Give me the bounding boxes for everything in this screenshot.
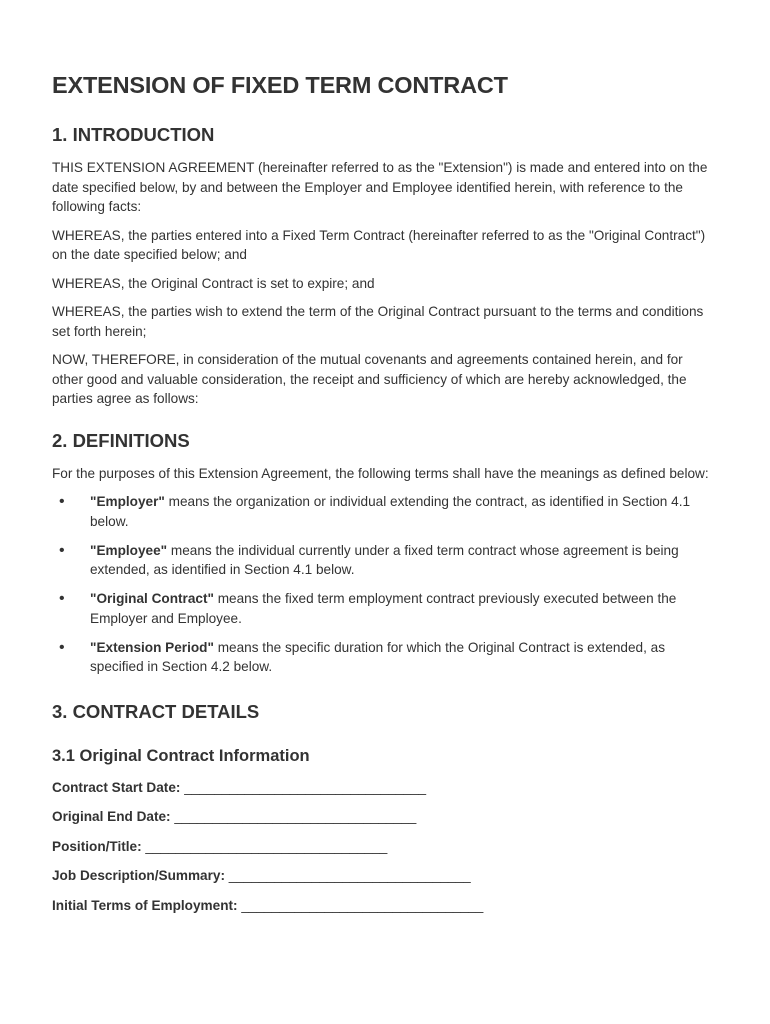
definition-item (52, 492, 716, 531)
bullet-icon: • (59, 493, 65, 510)
definitions-lead: For the purposes of this Extension Agreement, the following terms shall have the meanings as defined below: (52, 465, 709, 481)
definition-term: "Original Contract" (90, 591, 214, 606)
field-blank-line[interactable]: ________________________________ (184, 779, 427, 795)
field-label: Initial Terms of Employment: (52, 897, 238, 913)
definition-text: means the organization or individual extending the contract, as identified in Section 4.1 below. (90, 494, 691, 529)
definition-term: "Employee" (90, 542, 168, 558)
intro-paragraph: WHEREAS, the Original Contract is set to expire; and (52, 275, 375, 291)
field-label: Job Description/Summary: (52, 868, 225, 883)
intro-paragraph: NOW, THEREFORE, in consideration of the mutual covenants and agreements contained herein, and for other good and valuable consideration, the receipt and sufficiency of which are hereby acknowledged, the parties agree as follows: (52, 352, 687, 406)
field-blank-line[interactable]: ________________________________ (241, 897, 484, 913)
field-blank-line[interactable]: ________________________________ (228, 868, 471, 883)
definition-term: "Employer" (90, 494, 165, 509)
field-original-end-date (52, 807, 716, 826)
subsection-heading-original-contract: 3.1 Original Contract Information (52, 746, 310, 765)
document-title: EXTENSION OF FIXED TERM CONTRACT (52, 72, 508, 98)
intro-paragraph: WHEREAS, the parties wish to extend the term of the Original Contract pursuant to the terms and conditions set forth herein; (52, 304, 704, 339)
field-label: Position/Title: (52, 838, 142, 854)
field-label: Contract Start Date: (52, 779, 181, 795)
definition-term: "Extension Period" (90, 639, 214, 655)
field-job-description (52, 866, 716, 885)
bullet-icon: • (59, 541, 65, 559)
intro-paragraph: WHEREAS, the parties entered into a Fixed Term Contract (hereinafter referred to as the "Original Contract") on the date specified below; and (52, 227, 706, 262)
section-heading-definitions: 2. DEFINITIONS (52, 429, 190, 451)
field-initial-terms (52, 896, 716, 915)
definition-text: means the fixed term employment contract previously executed between the Employer and Employee. (90, 591, 677, 626)
field-label: Original End Date: (52, 809, 171, 824)
section-heading-contract-details: 3. CONTRACT DETAILS (52, 700, 260, 722)
intro-paragraph: THIS EXTENSION AGREEMENT (hereinafter referred to as the "Extension") is made and entered into on the date specified below, by and between the Employer and Employee identified herein, with reference to the following facts: (52, 160, 708, 214)
bullet-icon: • (59, 590, 65, 607)
definitions-list (52, 492, 716, 677)
definition-item (52, 541, 716, 580)
field-contract-start-date (52, 778, 716, 797)
field-position-title (52, 837, 716, 856)
section-definitions (52, 430, 716, 677)
section-contract-details (52, 701, 716, 915)
field-blank-line[interactable]: ________________________________ (174, 809, 417, 824)
bullet-icon: • (59, 638, 65, 656)
section-introduction (52, 124, 716, 409)
definition-item (52, 589, 716, 628)
definition-text: means the individual currently under a fixed term contract whose agreement is being extended, as identified in Section 4.1 below. (90, 542, 679, 577)
section-heading-introduction: 1. INTRODUCTION (52, 124, 215, 145)
definition-item (52, 638, 716, 677)
field-blank-line[interactable]: ________________________________ (145, 838, 388, 854)
definition-text: means the specific duration for which the Original Contract is extended, as specified in Section 4.2 below. (90, 639, 666, 674)
